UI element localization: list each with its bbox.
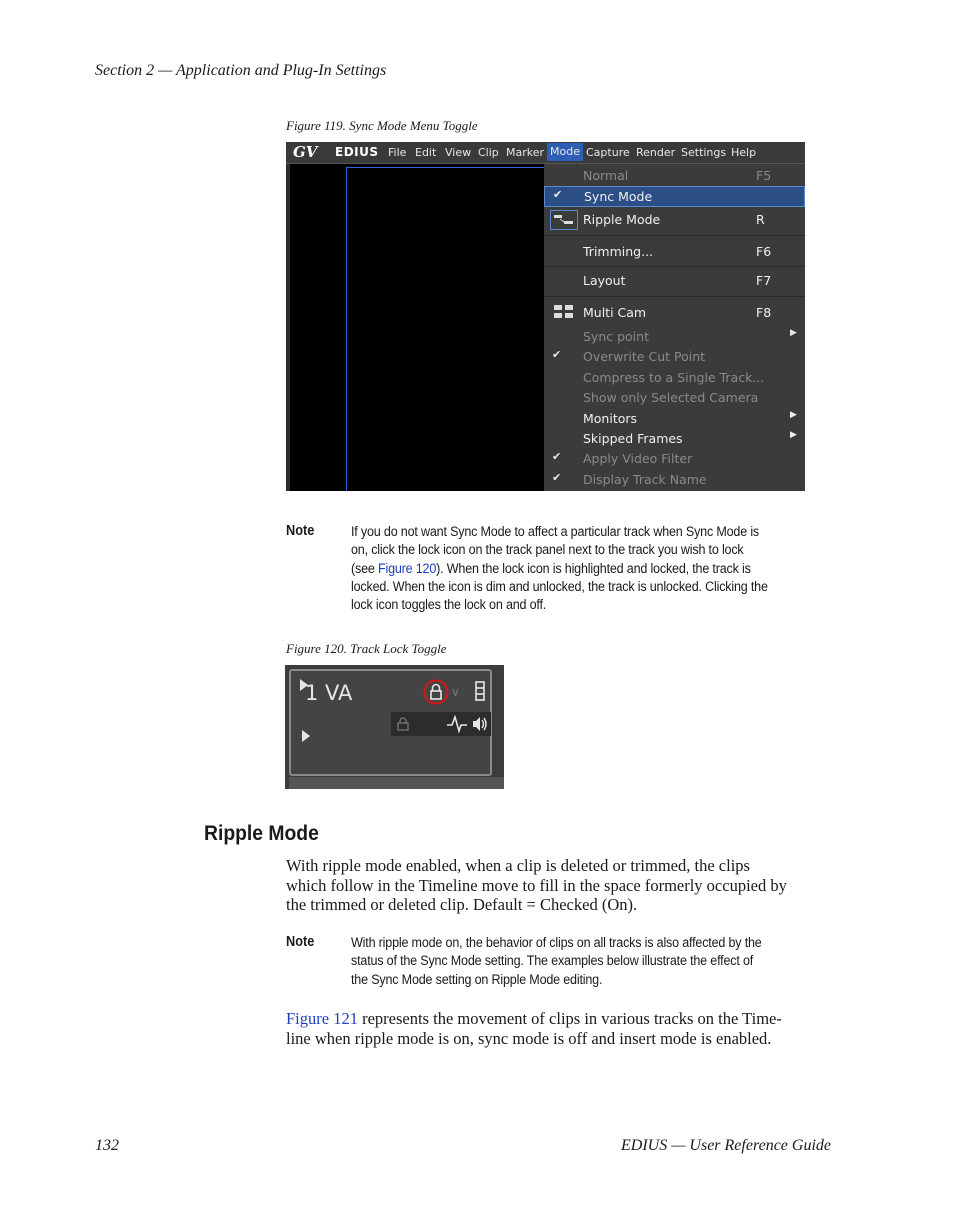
preview-frame (346, 167, 568, 491)
menu-item-ripple-mode[interactable]: Ripple Mode R (544, 210, 805, 230)
speaker-icon[interactable] (471, 715, 489, 738)
note-1-text: If you do not want Sync Mode to affect a particular track when Sync Mode is on, click the lock icon on the track panel next to the track you wish to lock (see Figure 120). When the lock icon is highlighted and locked, the track is locked. When the icon is dim and unlocked, the track is unlocked. Clicking the lock icon toggles the lock on and off. (351, 524, 768, 613)
note-label: Note (286, 934, 315, 950)
menu-separator (544, 296, 805, 297)
menu-edit[interactable]: Edit (415, 146, 437, 159)
check-icon: ✔ (552, 471, 562, 484)
submenu-arrow-icon: ▶ (790, 430, 797, 440)
footer-title: EDIUS — User Reference Guide (620, 1137, 831, 1154)
note-label: Note (286, 523, 315, 539)
menu-item-monitors[interactable]: Monitors ▶ (583, 410, 797, 426)
menu-item-overwrite-cut-point[interactable]: ✔ Overwrite Cut Point (552, 348, 706, 364)
menu-separator (544, 235, 805, 236)
menu-separator (544, 266, 805, 267)
menu-marker[interactable]: Marker (506, 146, 545, 159)
chevron-down-icon: ∨ (451, 685, 460, 699)
ripple-mode-paragraph: With ripple mode enabled, when a clip is deleted or trimmed, the clips which follow in the Timeline move to fill in the space formerly occupied by the trimmed or deleted clip. Default = Checked (On). (286, 856, 787, 914)
menu-item-multi-cam[interactable]: Multi Cam F8 (544, 303, 805, 323)
audio-sub-track-bar (391, 712, 491, 736)
check-icon: ✔ (552, 348, 562, 361)
check-icon: ✔ (552, 450, 562, 463)
figure-120-link[interactable]: Figure 120 (377, 560, 437, 576)
menu-item-trimming[interactable]: Trimming... F6 (583, 244, 772, 259)
figure-119-screenshot (286, 142, 805, 491)
menu-settings[interactable]: Settings (681, 146, 727, 159)
edius-logo: EDIUS (335, 145, 379, 159)
ripple-mode-icon (550, 210, 578, 233)
figure-121-paragraph: Figure 121 represents the movement of clips in various tracks on the Time- line when ripple mode is on, sync mode is off and insert mode is enabled. (286, 1009, 782, 1048)
menu-item-layout[interactable]: Layout F7 (583, 273, 772, 288)
menu-capture[interactable]: Capture (586, 146, 630, 159)
lock-icon[interactable] (423, 679, 449, 710)
menu-item-display-track-name[interactable]: ✔ Display Track Name (552, 471, 707, 487)
menu-bar (286, 142, 805, 164)
menu-item-normal[interactable]: Normal F5 (583, 168, 772, 183)
menu-clip[interactable]: Clip (478, 146, 499, 159)
mode-dropdown-menu (544, 164, 805, 491)
check-icon: ✔ (553, 188, 563, 201)
page-number: 132 (95, 1137, 119, 1154)
menu-render[interactable]: Render (636, 146, 676, 159)
menu-file[interactable]: File (388, 146, 407, 159)
menu-view[interactable]: View (445, 146, 472, 159)
menu-item-apply-video-filter[interactable]: ✔ Apply Video Filter (552, 450, 693, 466)
dim-lock-icon[interactable] (397, 717, 409, 736)
menu-item-show-selected-camera[interactable]: Show only Selected Camera (583, 390, 759, 405)
menu-item-sync-mode[interactable]: ✔ Sync Mode (544, 186, 805, 207)
track-label: 1 VA (305, 681, 353, 705)
section-header: Section 2 — Application and Plug-In Settings (95, 62, 387, 79)
ripple-mode-heading: Ripple Mode (204, 822, 319, 845)
menu-item-sync-point[interactable]: Sync point ▶ (583, 328, 797, 344)
expand-arrow-icon[interactable] (302, 730, 310, 742)
submenu-arrow-icon: ▶ (790, 328, 797, 338)
film-strip-icon (474, 680, 486, 707)
note-2-text: With ripple mode on, the behavior of clips on all tracks is also affected by the status of the Sync Mode setting. The examples below illustrate the effect of the Sync Mode setting on Ripple Mode editing. (351, 935, 762, 987)
figure-119-caption: Figure 119. Sync Mode Menu Toggle (286, 118, 478, 133)
menu-item-skipped-frames[interactable]: Skipped Frames ▶ (583, 430, 797, 446)
figure-120-screenshot (285, 665, 504, 789)
figure-120-caption: Figure 120. Track Lock Toggle (286, 641, 447, 656)
left-panel (286, 164, 290, 491)
submenu-arrow-icon: ▶ (790, 410, 797, 420)
menu-item-compress-single-track[interactable]: Compress to a Single Track... (583, 370, 765, 385)
figure-121-link[interactable]: Figure 121 (286, 1009, 358, 1028)
menu-help[interactable]: Help (731, 146, 757, 159)
multi-cam-icon (553, 304, 575, 323)
gv-logo-icon: GV (293, 143, 318, 161)
track-bottom-bar (289, 777, 504, 789)
menu-mode[interactable]: Mode (547, 143, 583, 161)
waveform-icon[interactable] (447, 715, 467, 738)
